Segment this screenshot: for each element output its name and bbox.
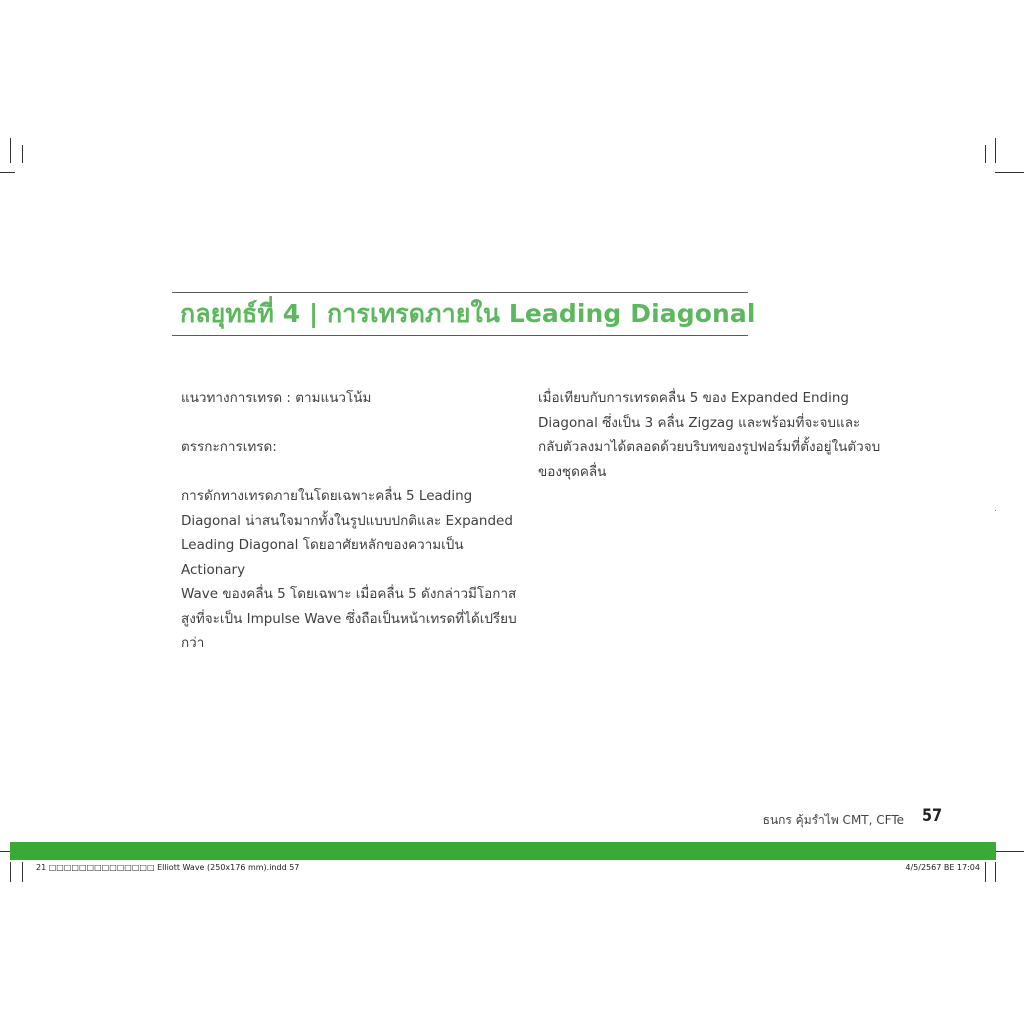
body-line: กลับตัวลงมาได้ตลอดด้วยบริบทของรูปฟอร์มที่ตั้งอยู่ในตัวจบ bbox=[538, 439, 881, 455]
crop-mark-bottom-left-h bbox=[0, 851, 10, 852]
left-column bbox=[181, 386, 526, 656]
crop-mark-top-right-v1 bbox=[985, 145, 986, 163]
crop-mark-top-left-v2 bbox=[22, 145, 23, 163]
body-line: Wave ของคลื่น 5 โดยเฉพาะ เมื่อคลื่น 5 ดังกล่าวมีโอกาส bbox=[181, 586, 517, 602]
title-top-rule bbox=[172, 292, 748, 293]
title-bottom-rule bbox=[172, 335, 748, 336]
crop-mark-bottom-right-h bbox=[996, 851, 1024, 852]
trade-approach: แนวทางการเทรด : ตามแนวโน้ม bbox=[181, 390, 372, 406]
crop-mark-bottom-left-v1 bbox=[10, 862, 11, 882]
body-line: การดักทางเทรดภายในโดยเฉพาะคลื่น 5 Leading bbox=[181, 488, 473, 504]
crop-mark-top-left-h bbox=[0, 172, 15, 173]
right-column bbox=[538, 386, 883, 484]
slug-file-info: 21 □□□□□□□□□□□□□□ Elliott Wave (250x176 mm).indd 57 bbox=[36, 863, 300, 872]
slug-timestamp: 4/5/2567 BE 17:04 bbox=[905, 863, 980, 872]
body-line: ของชุดคลื่น bbox=[538, 463, 607, 480]
body-line: Diagonal ซึ่งเป็น 3 คลื่น Zigzag และพร้อมที่จะจบและ bbox=[538, 414, 861, 431]
crop-mark-top-right-h bbox=[995, 172, 1024, 173]
page-number: 57 bbox=[922, 806, 943, 826]
crop-mark-top-left-v1 bbox=[10, 138, 11, 163]
footer-author: ธนกร คุ้มรำไพ CMT, CFTe bbox=[762, 813, 904, 827]
body-line: เมื่อเทียบกับการเทรดคลื่น 5 ของ Expanded Ending bbox=[538, 390, 850, 406]
crop-mark-bottom-left-v2 bbox=[22, 862, 23, 882]
body-line: สูงที่จะเป็น Impulse Wave ซึ่งถือเป็นหน้าเทรดที่ได้เปรียบ bbox=[181, 610, 517, 627]
crop-mark-bottom-right-v2 bbox=[995, 862, 996, 882]
stray-mark bbox=[995, 510, 996, 511]
crop-mark-top-right-v2 bbox=[995, 138, 996, 163]
body-line: กว่า bbox=[181, 635, 205, 651]
body-line: Leading Diagonal โดยอาศัยหลักของความเป็น Actionary bbox=[181, 537, 464, 578]
section-title: กลยุทธ์ที่ 4 | การเทรดภายใน Leading Diagonal bbox=[180, 299, 756, 328]
crop-mark-bottom-right-v1 bbox=[985, 862, 986, 882]
trade-logic-heading: ตรรกะการเทรด: bbox=[181, 439, 277, 455]
body-line: Diagonal น่าสนใจมากทั้งในรูปแบบปกติและ Expanded bbox=[181, 512, 513, 529]
footer-green-band bbox=[10, 842, 996, 860]
